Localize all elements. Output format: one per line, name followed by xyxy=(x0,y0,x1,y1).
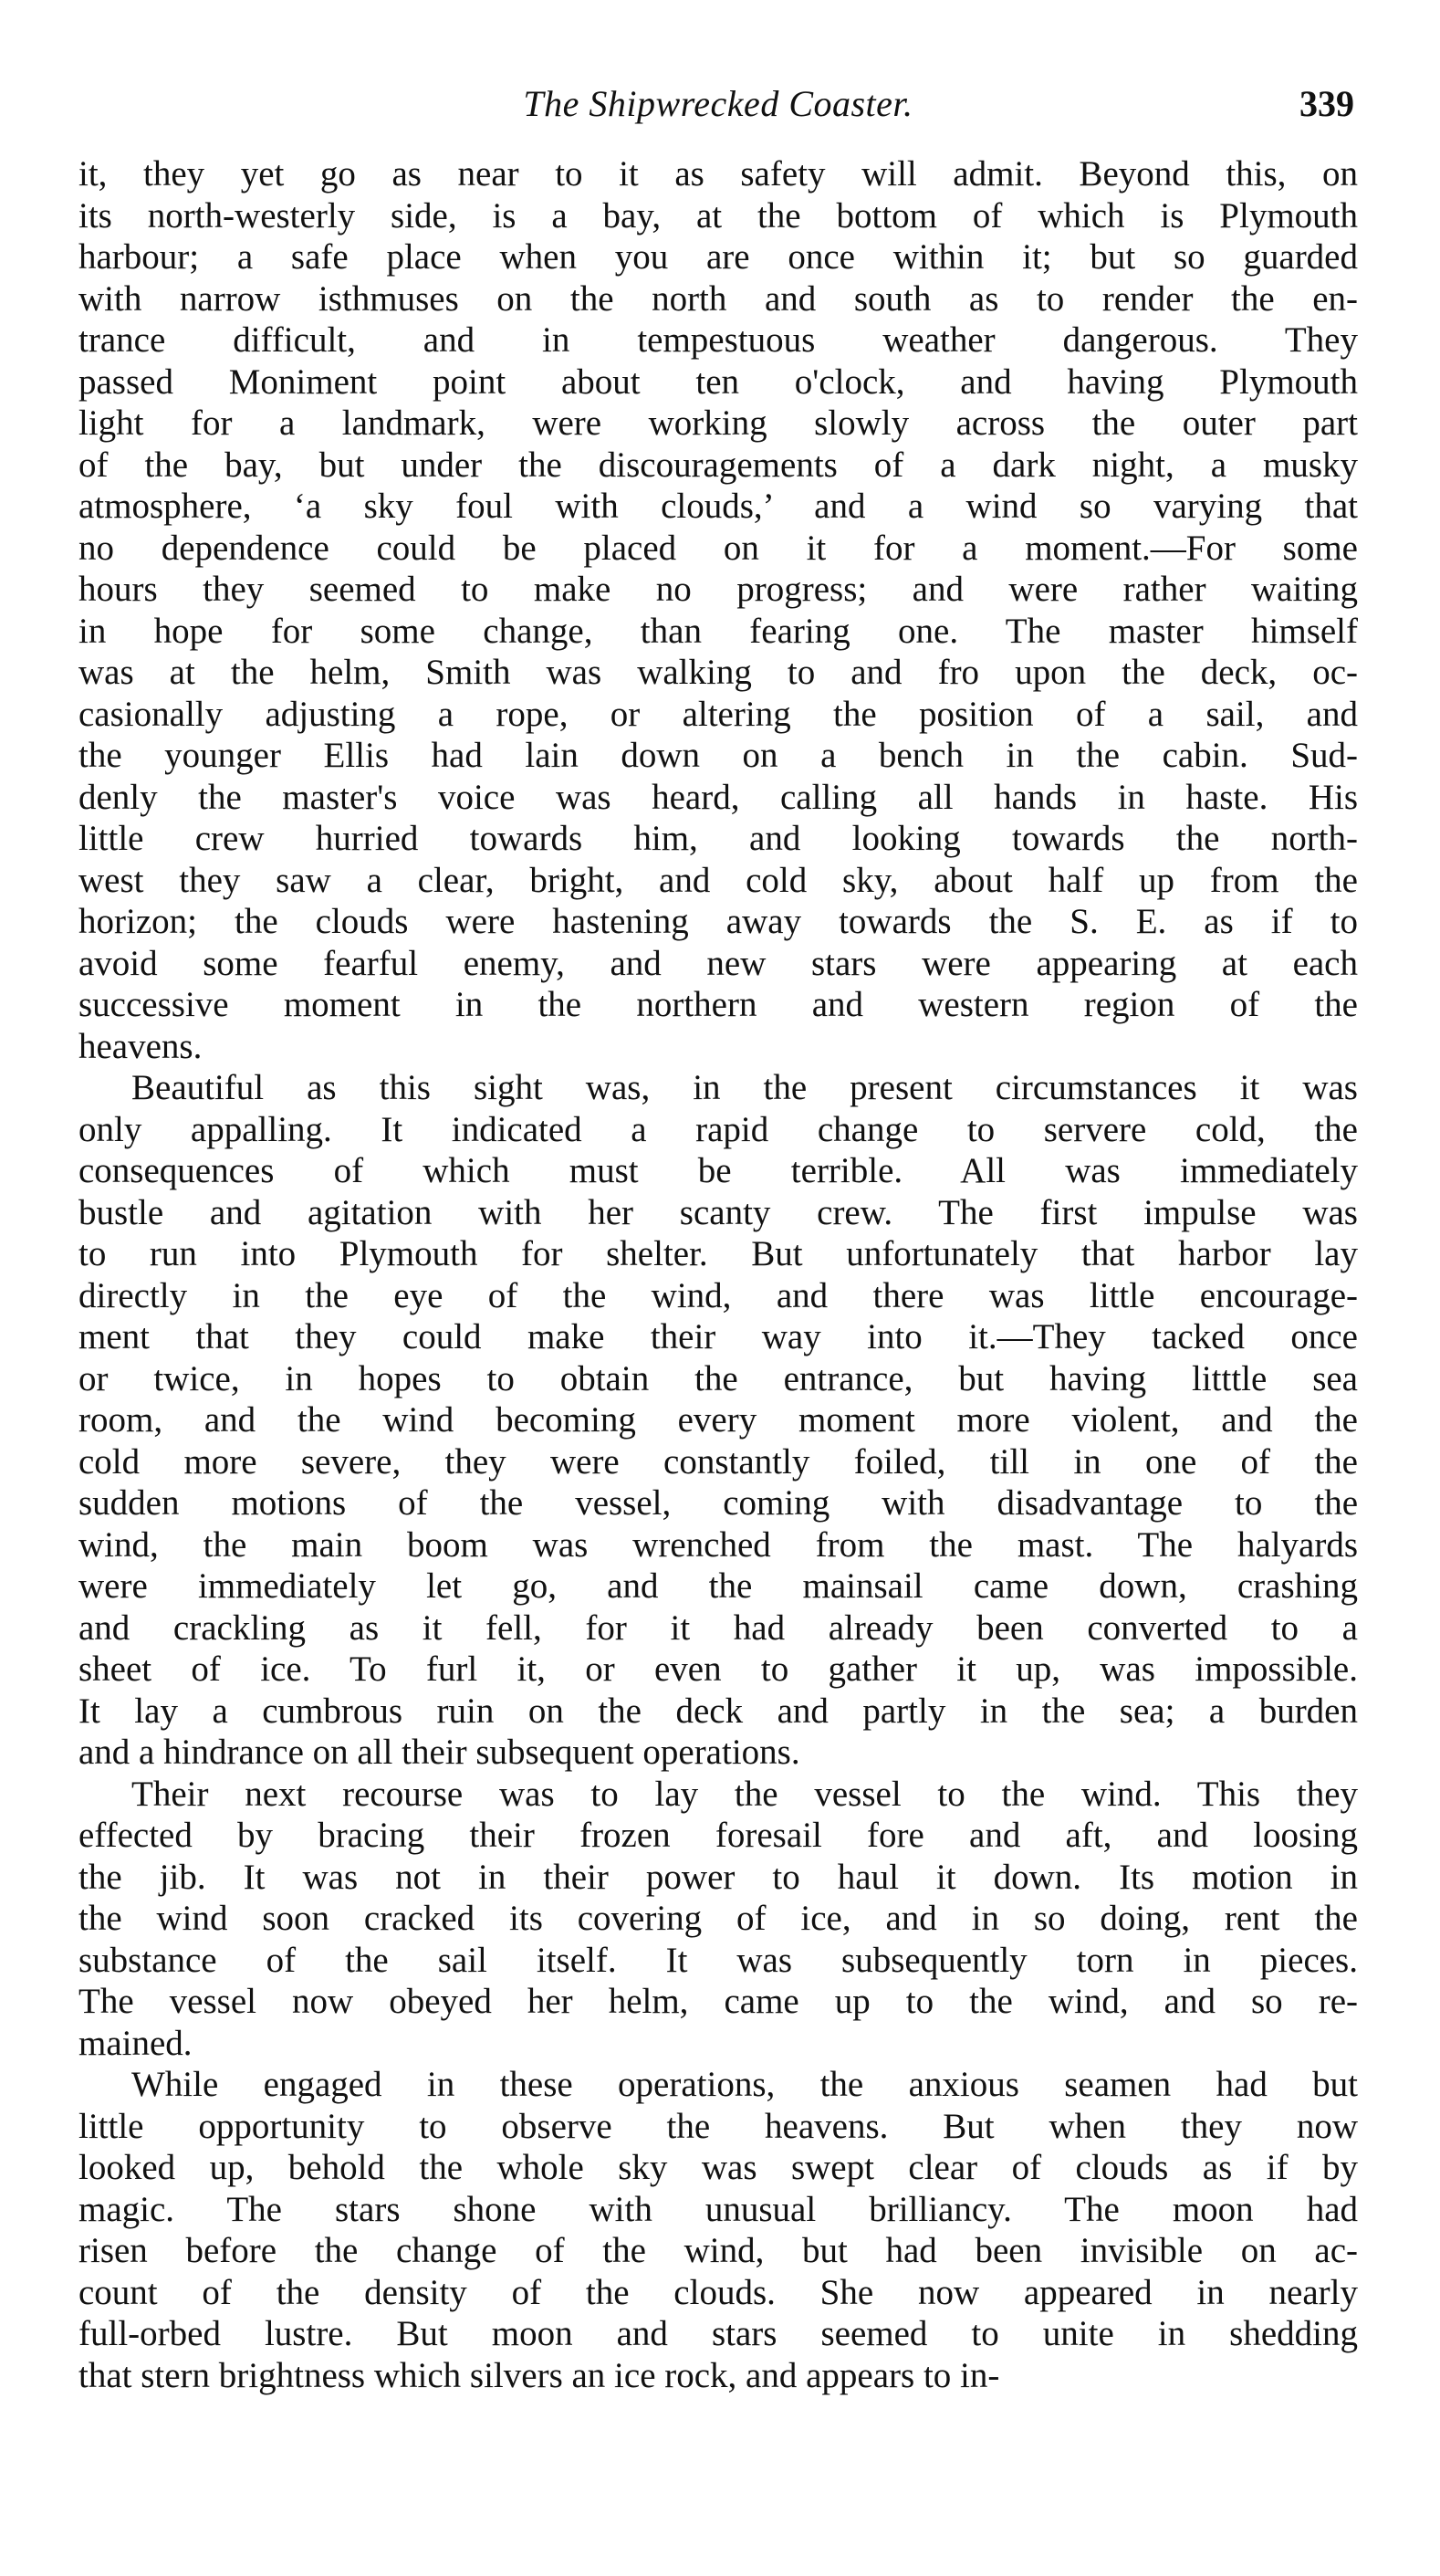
text-line: trance difficult, and in tempestuous weather dangerous. They xyxy=(78,320,1358,360)
text-line: of the bay, but under the discouragements of a dark night, a musky xyxy=(78,445,1358,485)
text-line: Their next recourse was to lay the vessel to the wind. This they xyxy=(131,1774,1358,1814)
text-line: consequences of which must be terrible. All was immediately xyxy=(78,1151,1358,1190)
text-line: the wind soon cracked its covering of ice, and in so doing, rent the xyxy=(78,1899,1358,1938)
paragraph xyxy=(78,1774,1358,2065)
text-line: sudden motions of the vessel, coming with disadvantage to the xyxy=(78,1483,1358,1523)
text-line: successive moment in the northern and western region of the xyxy=(78,985,1358,1024)
text-line: hours they seemed to make no progress; and were rather waiting xyxy=(78,570,1358,609)
text-line: looked up, behold the whole sky was swept clear of clouds as if by xyxy=(78,2148,1358,2187)
running-header xyxy=(78,77,1358,141)
text-line: or twice, in hopes to obtain the entrance, but having litttle sea xyxy=(78,1358,1358,1398)
paragraph xyxy=(78,2064,1358,2396)
text-line: west they saw a clear, bright, and cold sky, about half up from the xyxy=(78,860,1358,900)
text-line: no dependence could be placed on it for a moment.—For some xyxy=(78,528,1358,568)
text-line: substance of the sail itself. It was subsequently torn in pieces. xyxy=(78,1940,1358,1980)
text-line: with narrow isthmuses on the north and south as to render the en- xyxy=(78,278,1358,319)
text-line: only appalling. It indicated a rapid change to servere cold, the xyxy=(78,1109,1358,1149)
text-line: cold more severe, they were constantly foiled, till in one of the xyxy=(78,1441,1358,1482)
text-line: horizon; the clouds were hastening away towards the S. E. as if to xyxy=(78,902,1358,941)
body-text xyxy=(78,153,1358,2396)
text-line: heavens. xyxy=(78,1026,203,1066)
text-line: passed Moniment point about ten o'clock, and having Plymouth xyxy=(78,361,1358,402)
paragraph xyxy=(78,1067,1358,1774)
text-line: ment that they could make their way into it.—They tacked once xyxy=(78,1317,1358,1356)
text-line: It lay a cumbrous ruin on the deck and partly in the sea; a burden xyxy=(78,1691,1358,1731)
text-line: and a hindrance on all their subsequent operations. xyxy=(78,1733,800,1772)
text-line: the jib. It was not in their power to haul it down. Its motion in xyxy=(78,1857,1358,1897)
text-line: in hope for some change, than fearing one. The master himself xyxy=(78,611,1358,651)
text-line: that stern brightness which silvers an ice rock, and appears to in- xyxy=(78,2355,1000,2395)
text-line: harbour; a safe place when you are once within it; but so guarded xyxy=(78,237,1358,277)
text-line: little opportunity to observe the heavens. But when they now xyxy=(78,2106,1358,2146)
running-title: The Shipwrecked Coaster. xyxy=(523,83,913,124)
text-line: directly in the eye of the wind, and there was little encourage- xyxy=(78,1275,1358,1315)
text-line: to run into Plymouth for shelter. But unfortunately that harbor lay xyxy=(78,1234,1358,1273)
text-line: bustle and agitation with her scanty crew. The first impulse was xyxy=(78,1192,1358,1232)
book-page xyxy=(78,77,1358,2523)
text-line: mained. xyxy=(78,2023,193,2063)
text-line: full-orbed lustre. But moon and stars seemed to unite in shedding xyxy=(78,2314,1358,2353)
text-line: little crew hurried towards him, and looking towards the north- xyxy=(78,819,1358,858)
text-line: was at the helm, Smith was walking to and fro upon the deck, oc- xyxy=(78,653,1358,692)
text-line: Beautiful as this sight was, in the present circumstances it was xyxy=(131,1068,1358,1107)
text-line: While engaged in these operations, the anxious seamen had but xyxy=(131,2065,1358,2104)
text-line: room, and the wind becoming every moment more violent, and the xyxy=(78,1400,1358,1440)
text-line: were immediately let go, and the mainsail came down, crashing xyxy=(78,1566,1358,1606)
text-line: atmosphere, ‘a sky foul with clouds,’ and a wind so varying that xyxy=(78,487,1358,526)
text-line: the younger Ellis had lain down on a bench in the cabin. Sud- xyxy=(78,736,1358,775)
text-line: risen before the change of the wind, but had been invisible on ac- xyxy=(78,2231,1358,2270)
text-line: and crackling as it fell, for it had already been converted to a xyxy=(78,1607,1358,1648)
text-line: magic. The stars shone with unusual brilliancy. The moon had xyxy=(78,2189,1358,2229)
text-line: denly the master's voice was heard, calling all hands in haste. His xyxy=(78,777,1358,817)
page-number: 339 xyxy=(1299,83,1354,124)
text-line: sheet of ice. To furl it, or even to gather it up, was impossible. xyxy=(78,1649,1358,1689)
text-line: casionally adjusting a rope, or altering the position of a sail, and xyxy=(78,694,1358,734)
text-line: its north-westerly side, is a bay, at the bottom of which is Plymouth xyxy=(78,195,1358,236)
text-line: count of the density of the clouds. She now appeared in nearly xyxy=(78,2272,1358,2312)
text-line: avoid some fearful enemy, and new stars were appearing at each xyxy=(78,943,1358,983)
text-line: it, they yet go as near to it as safety will admit. Beyond this, on xyxy=(78,154,1358,194)
text-line: light for a landmark, were working slowly across the outer part xyxy=(78,403,1358,443)
text-line: effected by bracing their frozen foresail fore and aft, and loosing xyxy=(78,1816,1358,1855)
paragraph xyxy=(78,153,1358,1067)
text-line: wind, the main boom was wrenched from the mast. The halyards xyxy=(78,1524,1358,1565)
text-line: The vessel now obeyed her helm, came up to the wind, and so re- xyxy=(78,1982,1358,2021)
